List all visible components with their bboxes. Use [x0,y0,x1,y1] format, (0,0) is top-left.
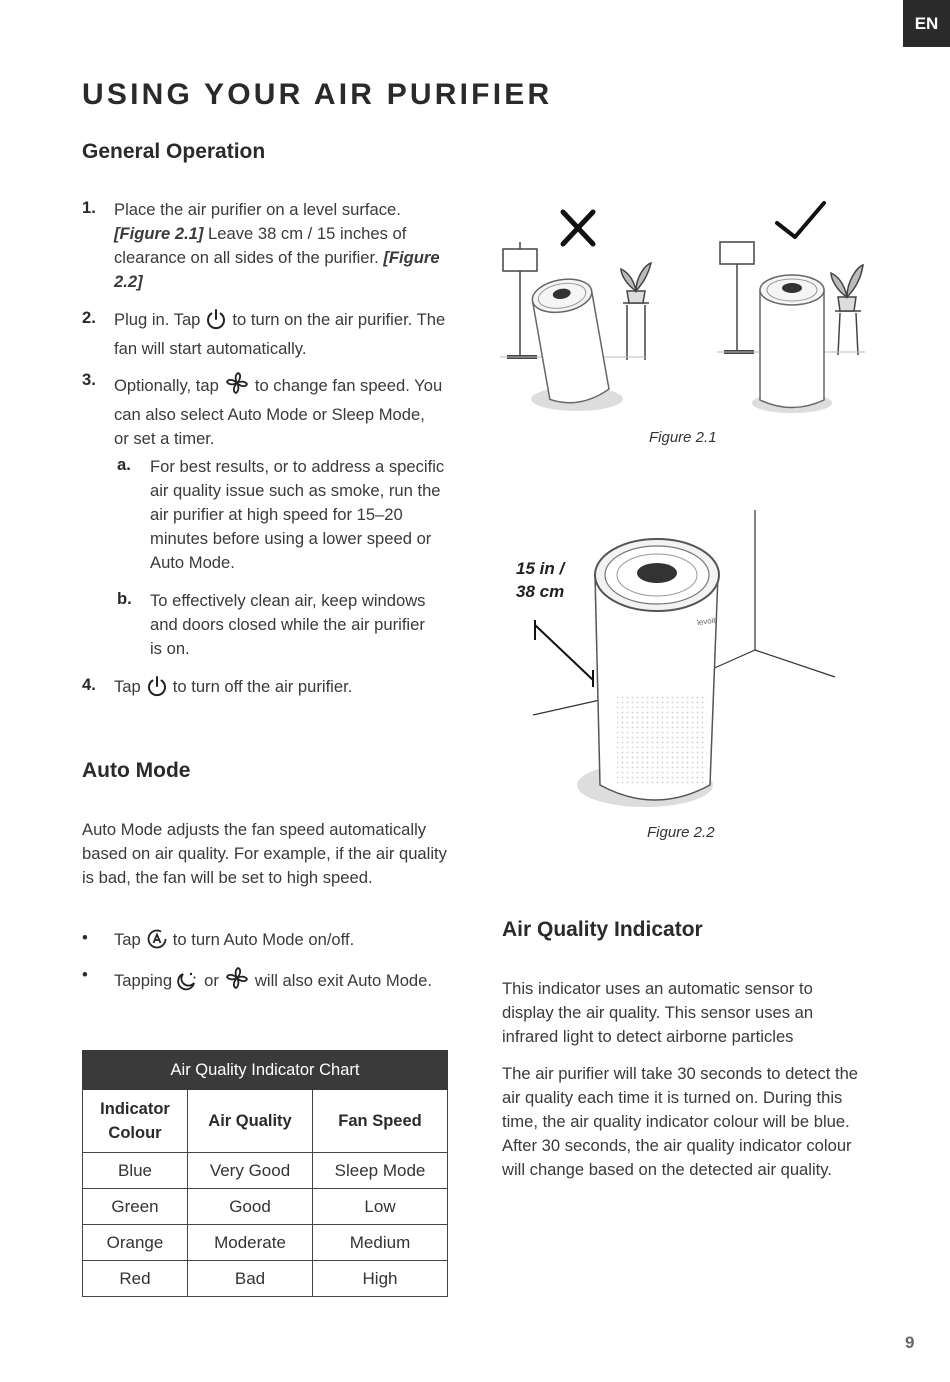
figure-2-1-illustration [495,195,875,420]
step-text [114,198,454,294]
bullet-2-before: Tapping [114,971,173,990]
table-cell: Sleep Mode [313,1153,448,1189]
table-cell: Low [313,1189,448,1225]
substep-text: To effectively clean air, keep windows and doors closed while the air purifier is on. [150,591,426,658]
table-cell: Very Good [188,1153,313,1189]
general-operation-heading: General Operation [82,140,266,163]
step-1-text-a: Place the air purifier on a level surface. [114,200,401,219]
language-tab [903,0,950,47]
bullet-1-before: Tap [114,930,141,949]
substep-letter: a. [117,455,131,474]
table-cell: Good [188,1189,313,1225]
check-icon [777,203,824,237]
table-row [83,1225,448,1261]
sleep-mode-icon [177,969,199,998]
bullet-text [114,965,444,998]
substep-text: For best results, or to address a specific air quality issue such as smoke, run the air purifier at high speed for 15–20 minutes before using a lower speed or Auto Mode. [150,457,445,572]
purifier [595,539,719,800]
table-header-colour [83,1090,188,1153]
bullet: • [82,965,88,984]
step-4-before: Tap [114,677,141,696]
step-3-before: Optionally, tap [114,376,219,395]
table-cell: Moderate [188,1225,313,1261]
bullet-text [114,928,444,957]
step-4-after: to turn off the air purifier. [172,677,353,696]
plant-stand [621,263,651,360]
cross-icon [563,212,593,244]
auto-mode-paragraph: Auto Mode adjusts the fan speed automatically based on air quality. For example, if the air quality is bad, the fan will be set to high speed. [82,820,447,887]
step-3-after: to change fan speed. You can also select Auto Mode or Sleep Mode, or set a timer. [114,376,443,448]
air-quality-chart-table [82,1050,448,1297]
step-2-after: to turn on the air purifier. The fan will start automatically. [114,310,446,358]
table-row [83,1261,448,1297]
table-header-fan-speed: Fan Speed [313,1090,448,1153]
fan-icon [224,370,250,403]
fan-icon [224,965,250,998]
substep-letter: b. [117,589,132,608]
figure-ref-2-1: [Figure 2.1] [114,224,204,243]
step-number: 3. [82,370,96,389]
figure-2-2-caption: Figure 2.2 [647,824,715,841]
table-cell: Green [83,1189,188,1225]
aqi-paragraph-1: This indicator uses an automatic sensor to display the air quality. This sensor uses an infrared light to detect airborne particles [502,979,814,1046]
air-quality-indicator-heading: Air Quality Indicator [502,918,703,941]
step-number: 4. [82,675,96,694]
table-header-quality: Air Quality [188,1090,313,1153]
floor-lamp [720,242,754,352]
power-icon [205,308,227,337]
bullet-2-mid: or [204,971,219,990]
step-number: 2. [82,308,96,327]
step-1-text-b: Leave 38 cm / 15 inches of clearance on all sides of the purifier. [114,224,407,267]
step-2-before: Plug in. Tap [114,310,201,329]
page-title: USING YOUR AIR PURIFIER [82,78,553,111]
language-label: EN [914,13,939,33]
table-cell: Blue [83,1153,188,1189]
table-cell: High [313,1261,448,1297]
auto-mode-heading: Auto Mode [82,759,191,782]
step-text [114,675,454,704]
table-cell: Orange [83,1225,188,1261]
auto-mode-icon [146,928,168,957]
table-cell: Medium [313,1225,448,1261]
table-row [83,1189,448,1225]
bullet-2-after: will also exit Auto Mode. [254,971,432,990]
bullet-1-after: to turn Auto Mode on/off. [172,930,355,949]
clearance-indicator [535,620,593,687]
clearance-label-line-2: 38 cm [516,582,565,601]
tilted-purifier [530,275,611,407]
clearance-label [516,557,564,603]
page-number: 9 [905,1333,915,1352]
figure-2-2-illustration [505,505,855,815]
table-cell: Red [83,1261,188,1297]
plant-stand [831,265,863,355]
table-title: Air Quality Indicator Chart [83,1051,448,1090]
figure-ref-2-2: [Figure 2.2] [114,248,440,291]
brand-logo: levoit [696,615,717,628]
step-number: 1. [82,198,96,217]
step-text [114,370,444,451]
table-row [83,1153,448,1189]
aqi-paragraph-2: The air purifier will take 30 seconds to detect the air quality each time it is turned on. During this time, the air quality indicator colour will be blue. After 30 seconds, the air quality indicator colour will change based on the detected air quality. [502,1064,859,1179]
power-icon [146,675,168,704]
header-text: Indicator Colour [100,1100,170,1142]
table-cell: Bad [188,1261,313,1297]
step-text [114,308,454,361]
bullet: • [82,928,88,947]
figure-2-1-caption: Figure 2.1 [649,429,717,446]
clearance-label-line-1: 15 in / [516,559,565,578]
upright-purifier [760,275,824,408]
